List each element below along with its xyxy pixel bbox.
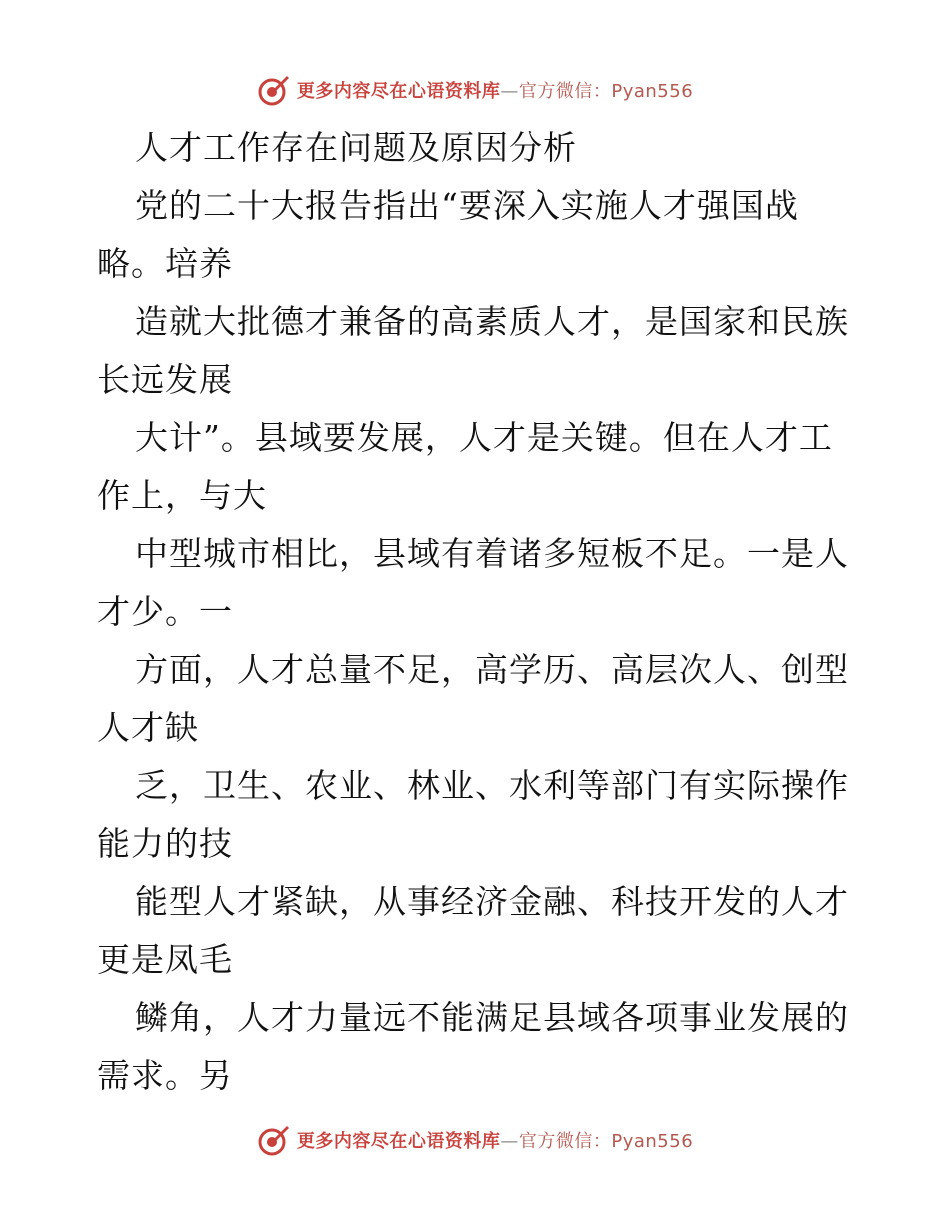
paragraph-line: 能型人才紧缺，从事经济金融、科技开发的人才 bbox=[135, 882, 849, 921]
footer-banner bbox=[0, 1120, 950, 1160]
banner-dash: — bbox=[500, 81, 519, 102]
banner-dash: — bbox=[500, 1131, 519, 1152]
paragraph-line: 人才缺 bbox=[97, 708, 199, 747]
banner-wechat-id: Pyan556 bbox=[611, 1131, 694, 1152]
paragraph-line: 长远发展 bbox=[97, 360, 233, 399]
banner-wechat-label: 官方微信： bbox=[518, 81, 612, 102]
banner-brand: 更多内容尽在心语资料库 bbox=[296, 1131, 501, 1152]
paragraph-line: 能力的技 bbox=[97, 824, 233, 863]
paragraph-line: 作上，与大 bbox=[97, 476, 267, 515]
paragraph-line: 略。培养 bbox=[97, 244, 233, 283]
pen-logo-icon bbox=[257, 73, 291, 107]
banner-brand: 更多内容尽在心语资料库 bbox=[296, 81, 501, 102]
paragraph-line: 大计”。县域要发展，人才是关键。但在人才工 bbox=[135, 418, 833, 457]
header-banner bbox=[0, 70, 950, 110]
banner-wechat-id: Pyan556 bbox=[611, 81, 694, 102]
document-body bbox=[97, 119, 857, 1105]
banner-wechat-label: 官方微信： bbox=[518, 1131, 612, 1152]
paragraph-line: 鳞角，人才力量远不能满足县域各项事业发展的 bbox=[135, 998, 849, 1037]
paragraph-line: 方面，人才总量不足，高学历、高层次人、创型 bbox=[135, 650, 849, 689]
banner-text bbox=[297, 77, 693, 103]
paragraph-line: 才少。一 bbox=[97, 592, 233, 631]
document-title: 人才工作存在问题及原因分析 bbox=[135, 128, 577, 167]
paragraph-line: 中型城市相比，县域有着诸多短板不足。一是人 bbox=[135, 534, 849, 573]
paragraph-line: 乏，卫生、农业、林业、水利等部门有实际操作 bbox=[135, 766, 849, 805]
paragraph-line: 造就大批德才兼备的高素质人才，是国家和民族 bbox=[135, 302, 849, 341]
paragraph-line: 党的二十大报告指出“要深入实施人才强国战 bbox=[135, 186, 799, 225]
paragraph-line: 需求。另 bbox=[97, 1056, 233, 1095]
paragraph-line: 更是凤毛 bbox=[97, 940, 233, 979]
pen-logo-icon bbox=[257, 1123, 291, 1157]
banner-text bbox=[297, 1127, 693, 1153]
